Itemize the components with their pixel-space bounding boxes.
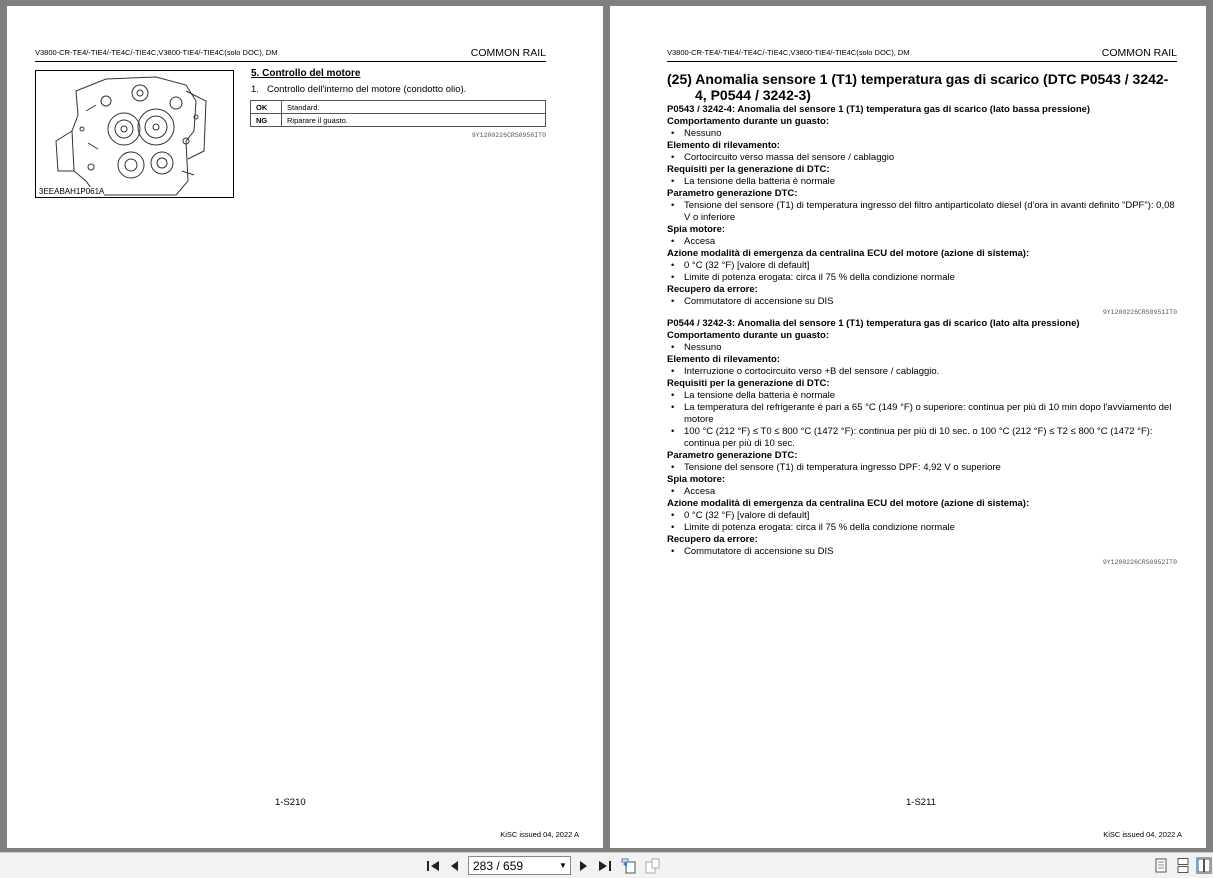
page-number-selector[interactable] [468,856,571,875]
fault-description [667,71,1177,568]
reference-code: 9Y1200226CRS0950IT0 [471,132,546,139]
bullet-item: • Tensione del sensore (T1) di temperatura ingresso del filtro antiparticolato diesel (d'ora in avanti definito "DPF"): 0,08 V o inferiore [667,200,1177,224]
subheading: Parametro generazione DTC: [667,450,798,461]
bullet-item: • La tensione della batteria è normale [667,176,1177,188]
step-number: 1. [251,84,259,95]
bullet-item: • La tensione della batteria è normale [667,390,1177,402]
table-cell-key: NG [251,114,282,127]
page-number: 1-S211 [906,797,936,808]
viewer-toolbar [0,852,1213,878]
bullet-item: • La temperatura del refrigerante è pari a 65 °C (149 °F) o superiore: continua per più di 10 min dopo l'avviamento del motore [667,402,1177,426]
single-page-view-icon[interactable] [1154,858,1168,873]
step-text: Controllo dell'interno del motore (condotto olio). [267,84,467,95]
running-header-model: V3800-CR-TE4/-TIE4/-TE4C/-TIE4C,V3800-TIE4/-TIE4C(solo DOC), DM [667,48,910,57]
next-view-icon[interactable] [644,858,660,874]
bullet-item: • Commutatore di accensione su DIS [667,546,1177,558]
subheading: Spia motore: [667,224,726,235]
subheading: P0544 / 3242-3: Anomalia del sensore 1 (T1) temperatura gas di scarico (lato alta pressione) [667,318,1080,329]
last-page-icon[interactable] [597,858,613,874]
page-number: 1-S210 [275,797,306,808]
subheading: Parametro generazione DTC: [667,188,798,199]
first-page-icon[interactable] [425,858,441,874]
header-rule [667,61,1177,62]
bullet-item: • Interruzione o cortocircuito verso +B del sensore / cablaggio. [667,366,1177,378]
procedure-step [251,84,466,95]
bullet-item: • Cortocircuito verso massa del sensore / cablaggio [667,152,1177,164]
reference-code: 9Y1200226CRS0951IT0 [1102,309,1177,316]
subheading: Comportamento durante un guasto: [667,330,830,341]
header-rule [35,61,546,62]
previous-view-icon[interactable] [621,858,637,874]
running-header-section: COMMON RAIL [470,47,546,59]
result-table [250,100,546,127]
subheading: Requisiti per la generazione di DTC: [667,378,830,389]
table-row [251,101,546,114]
page-indicator: 283 / 659 [473,858,524,873]
subheading: Comportamento durante un guasto: [667,116,830,127]
running-header-section: COMMON RAIL [1101,47,1177,59]
bullet-item: • Nessuno [667,342,1177,354]
bullet-item: • Nessuno [667,128,1177,140]
continuous-view-icon[interactable] [1176,858,1190,873]
reference-code: 9Y1200226CRS0952IT0 [1102,559,1177,566]
two-page-view-icon[interactable] [1197,858,1211,873]
subheading: Azione modalità di emergenza da centralina ECU del motore (azione di sistema): [667,248,1030,259]
subheading: Spia motore: [667,474,726,485]
subheading: Recupero da errore: [667,534,758,545]
table-cell-key: OK [251,101,282,114]
table-cell-value: Standard. [282,101,546,114]
engine-gear-drawing [36,71,233,197]
bullet-item: • Accesa [667,486,1177,498]
bullet-item: • Limite di potenza erogata: circa il 75 % della condizione normale [667,522,1177,534]
next-page-icon[interactable] [576,858,592,874]
bullet-item: • Commutatore di accensione su DIS [667,296,1177,308]
subheading: P0543 / 3242-4: Anomalia del sensore 1 (T1) temperatura gas di scarico (lato bassa pressione) [667,104,1091,115]
issued-note: KiSC issued 04, 2022 A [1103,830,1182,839]
bullet-item: • Accesa [667,236,1177,248]
subheading: Azione modalità di emergenza da centralina ECU del motore (azione di sistema): [667,498,1030,509]
subheading: Recupero da errore: [667,284,758,295]
subheading: Elemento di rilevamento: [667,354,780,365]
bullet-item: • 100 °C (212 °F) ≤ T0 ≤ 800 °C (1472 °F): continua per più di 10 sec. o 100 °C (212 °F) ≤ T2 ≤ 800 °C (1472 °F): continua per più di 10 sec. [667,426,1177,450]
section-title: (25) Anomalia sensore 1 (T1) temperatura gas di scarico (DTC P0543 / 3242-4, P0544 / 3242-3) [667,71,1169,103]
subheading: Requisiti per la generazione di DTC: [667,164,830,175]
issued-note: KiSC issued 04, 2022 A [500,830,579,839]
fault-blocks [667,104,1177,568]
subheading: Elemento di rilevamento: [667,140,780,151]
figure-caption: 3EEABAH1P061A [39,187,105,196]
running-header-model: V3800-CR-TE4/-TIE4/-TE4C/-TIE4C,V3800-TIE4/-TIE4C(solo DOC), DM [35,48,278,57]
bullet-item: • Limite di potenza erogata: circa il 75 % della condizione normale [667,272,1177,284]
table-row [251,114,546,127]
document-page-left [7,6,603,848]
table-cell-value: Riparare il guasto. [282,114,546,127]
dropdown-arrow-icon[interactable]: ▼ [559,861,567,870]
bullet-item: • Tensione del sensore (T1) di temperatura ingresso DPF: 4,92 V o superiore [667,462,1177,474]
section-title: 5. Controllo del motore [251,68,361,79]
previous-page-icon[interactable] [446,858,462,874]
document-page-right [610,6,1206,848]
bullet-item: • 0 °C (32 °F) [valore di default] [667,260,1177,272]
engine-illustration [35,70,234,198]
bullet-item: • 0 °C (32 °F) [valore di default] [667,510,1177,522]
